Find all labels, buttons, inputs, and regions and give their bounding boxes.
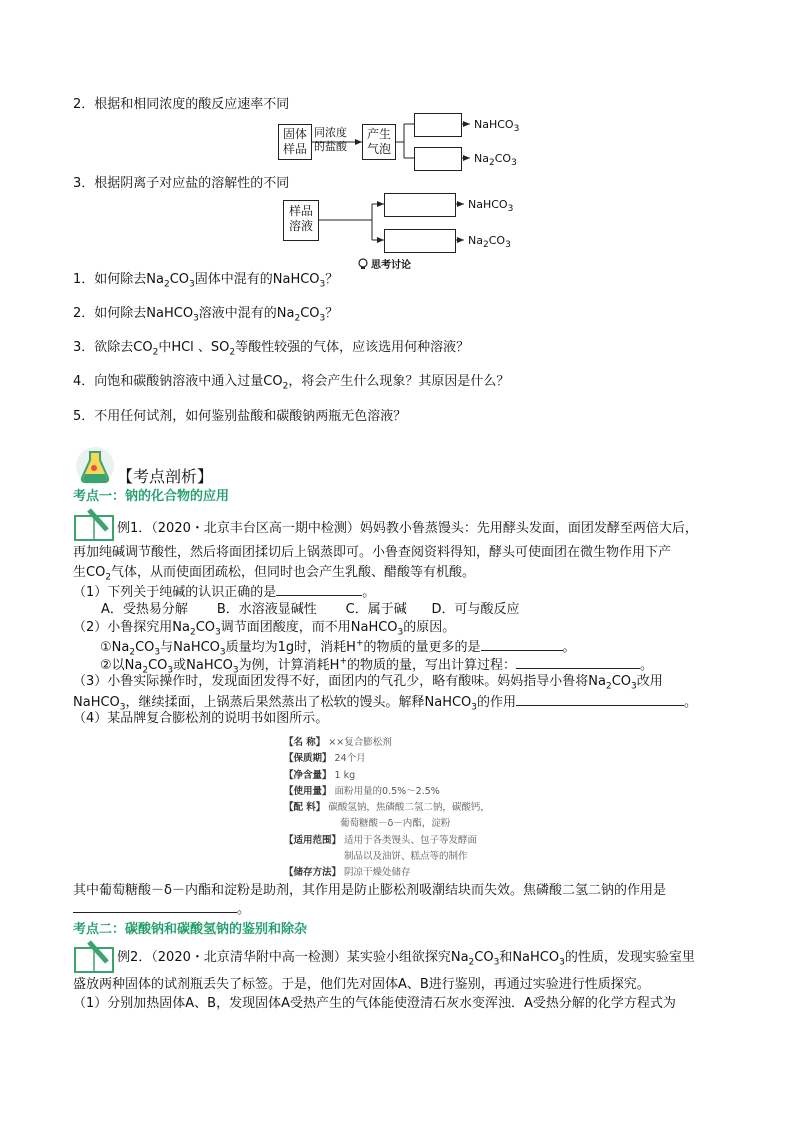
box-text: 溶液	[288, 219, 313, 233]
spec-row	[284, 751, 490, 767]
text: CO	[474, 950, 494, 965]
think-discuss-badge	[357, 256, 411, 271]
text: 为例，计算消耗H	[238, 658, 340, 673]
text: 1．如何除去Na	[73, 272, 164, 287]
text: 3	[167, 665, 174, 676]
text: 的物质的量，写出计算过程：	[346, 658, 516, 673]
text: CO	[169, 272, 190, 287]
spec-row	[284, 833, 490, 849]
text: CO	[135, 640, 155, 655]
spec-row	[284, 800, 490, 816]
text: 。	[684, 695, 698, 710]
question-5: 5．不用任何试剂，如何鉴别盐酸和碳酸钠两瓶无色溶液？	[73, 409, 407, 424]
spec-key: 【储存方法】	[284, 867, 342, 879]
example1-q1	[73, 583, 375, 601]
output-nahco3-2	[468, 198, 514, 215]
result-box-4	[384, 229, 456, 253]
text: 和NaHCO	[499, 950, 560, 965]
example2-line2: 盛放两种固体的试剂瓶丢失了标签。于是，他们先对固体A、B进行鉴别，再通过实验进行性质探究。	[73, 977, 650, 992]
spec-key: 【配 料】	[284, 802, 326, 814]
text: 等酸性较强的气体，应该选用何种溶液？	[235, 340, 470, 355]
text: NaHCO	[468, 198, 508, 211]
diagram2-heading: 3．根据阴离子对应盐的溶解性的不同	[73, 176, 290, 191]
text: 2	[488, 158, 495, 169]
text: 4．向饱和碳酸钠溶液中通入过量CO	[73, 374, 283, 389]
text: 的物质的量更多的是	[363, 640, 481, 655]
answer-blank[interactable]	[481, 638, 563, 651]
spec-value: 适用于各类馒头、包子等发酵面	[344, 834, 478, 846]
text: CO	[494, 152, 512, 165]
spec-value: 阴凉干燥处储存	[344, 867, 411, 879]
question-3	[73, 340, 469, 356]
example1-q3-line2	[73, 693, 697, 711]
spec-value: ××复合膨松剂	[328, 737, 392, 748]
text: 3	[154, 647, 161, 658]
text: （1）下列关于纯碱的认识正确的是	[73, 585, 277, 600]
text: 3	[507, 204, 514, 215]
notebook-pen-icon	[73, 940, 117, 974]
text: ，将会产生什么现象？其原因是什么？	[288, 374, 510, 389]
text: 3	[397, 627, 404, 638]
text: 3	[471, 702, 478, 713]
text: 3	[215, 627, 221, 638]
leavening-agent-label	[284, 735, 490, 882]
spec-value: 制品以及油饼、糕点等的制作	[344, 851, 468, 863]
example1-q4: （4）某品牌复合膨松剂的说明书如图所示。	[73, 711, 329, 726]
text: 。	[562, 640, 576, 655]
text: 3	[119, 702, 126, 713]
text: （3）小鲁实际操作时，发现面团发得不好，面团内的气孔少，略有酸味。妈妈指导小鲁将Na	[73, 674, 606, 689]
text: 。	[237, 902, 251, 917]
text: 3	[511, 158, 517, 169]
example1-q3	[73, 674, 663, 690]
spec-key: 【适用范围】	[284, 834, 342, 846]
text: 3	[189, 279, 195, 290]
text: 2	[163, 279, 170, 290]
box-text: 样品	[288, 204, 313, 218]
text: 溶液中混有的Na	[198, 306, 295, 321]
text: 3	[232, 665, 239, 676]
text: 生CO	[73, 565, 106, 580]
text: ①Na	[100, 640, 130, 655]
text: 与NaHCO	[160, 640, 220, 655]
text: CO	[611, 674, 632, 689]
text: 或NaHCO	[173, 658, 233, 673]
spec-row	[284, 768, 490, 784]
text: 2	[282, 381, 289, 392]
text: Na	[468, 234, 483, 247]
spec-key: 【名 称】	[284, 737, 326, 748]
answer-blank[interactable]	[516, 656, 640, 669]
text: 2	[152, 347, 159, 358]
text: 调节面团酸度，而不用NaHCO	[220, 620, 398, 635]
spec-value: 1 kg	[334, 769, 356, 781]
label-text: 同浓度	[314, 126, 347, 139]
spec-value: 碳酸氢钠，焦磷酸二氢二钠，碳酸钙，	[328, 802, 490, 814]
text: 例2．（2020・北京清华附中高一检测）某实验小组欲探究Na	[117, 950, 469, 965]
spec-row	[284, 735, 490, 751]
box-text: 气泡	[366, 142, 391, 156]
spec-key: 【保质期】	[284, 753, 332, 765]
example1-options: A．受热易分解 B．水溶液显碱性 C．属于碱 D．可与酸反应	[101, 602, 520, 617]
box-text: 产生	[366, 127, 391, 141]
text: 。	[362, 585, 376, 600]
flask-icon	[72, 444, 118, 486]
text: 质量均为1g时，消耗H	[225, 640, 356, 655]
text: 改用	[636, 674, 663, 689]
text: 3	[319, 313, 326, 324]
text: 3	[219, 647, 226, 658]
spec-row	[284, 865, 490, 881]
text: 2	[605, 681, 612, 692]
example1-line2: 再加纯碱调节酸性，然后将面团揉切后上锅蒸即可。小鲁查阅资料得知，酵头可使面团在微生物作用下产	[73, 545, 672, 560]
text: 2	[189, 627, 196, 638]
text: 中HCl 、SO	[158, 340, 230, 355]
text: 2	[468, 957, 475, 968]
example2-line3: （1）分别加热固体A、B，发现固体A受热产生的气体能使澄清石灰水变浑浊．A受热分解的化学方程式为	[73, 996, 676, 1011]
example1-q2-i	[100, 638, 576, 656]
solution-sample-box	[283, 200, 319, 241]
text: 3	[559, 957, 565, 968]
example1-line3	[73, 565, 475, 581]
notebook-pen-icon	[73, 508, 117, 542]
analysis-title: 【考点剖析】	[117, 467, 214, 486]
output-na2co3-2	[468, 234, 511, 251]
lightbulb-icon	[357, 258, 369, 270]
example2-line1	[117, 950, 695, 966]
text: +	[355, 638, 364, 649]
text: 3	[631, 681, 637, 692]
spec-value: 面粉用量的0.5%～2.5%	[334, 785, 440, 797]
label-text: 的盐酸	[314, 140, 347, 153]
box-text: 固体	[282, 127, 307, 141]
answer-blank[interactable]	[276, 583, 362, 596]
spec-row	[284, 784, 490, 800]
spec-key: 【使用量】	[284, 785, 332, 797]
example1-after-label: 其中葡萄糖酸－δ－内酯和淀粉是助剂，其作用是防止膨松剂吸潮结块而失效。焦磷酸二氢二钠的作用是	[73, 883, 666, 898]
text: 2．如何除去NaHCO	[73, 306, 194, 321]
text: CO	[488, 234, 506, 247]
text: 2	[229, 347, 236, 358]
text: ，继续揉面，上锅蒸后果然蒸出了松软的馒头。解释NaHCO	[125, 695, 472, 710]
text: 固体中混有的NaHCO	[194, 272, 320, 287]
text: ？	[325, 272, 339, 287]
text: CO	[300, 306, 320, 321]
text: 3	[493, 957, 500, 968]
text: Na	[474, 152, 489, 165]
point-1-heading: 考点一：钠的化合物的应用	[73, 489, 230, 504]
text: 3	[505, 240, 511, 251]
text: 2	[294, 313, 301, 324]
answer-blank[interactable]	[516, 693, 684, 706]
spec-key: 【净含量】	[284, 769, 332, 781]
answer-blank[interactable]	[73, 900, 237, 913]
text: 3	[513, 124, 520, 135]
spec-value: 葡萄糖酸－δ－内酯，淀粉	[340, 818, 451, 830]
point-2-heading: 考点二：碳酸钠和碳酸氢钠的鉴别和除杂	[73, 922, 308, 937]
text: NaHCO	[474, 118, 514, 131]
text: CO	[195, 620, 216, 635]
text: ②以Na	[100, 658, 143, 673]
text: 2	[105, 572, 112, 583]
text: 2	[142, 665, 149, 676]
output-na2co3-1	[474, 152, 517, 169]
text: +	[339, 656, 347, 667]
text: ？	[325, 306, 339, 321]
box-text: 样品	[282, 142, 307, 156]
text: 2	[129, 647, 136, 658]
text: 。	[640, 658, 654, 673]
output-nahco3-1	[474, 118, 520, 135]
question-2	[73, 306, 338, 322]
example1-q2-ii	[100, 656, 653, 674]
text: 的性质，发现实验室里	[564, 950, 695, 965]
example1-q2	[73, 620, 455, 636]
example1-line1: 例1．（2020・北京丰台区高一期中检测）妈妈教小鲁蒸馒头：先用酵头发面，面团发酵至两倍大后，	[117, 521, 698, 536]
text: 气体，从而使面团疏松，但同时也会产生乳酸、醋酸等有机酸。	[111, 565, 476, 580]
text: 3	[319, 279, 326, 290]
diagram1-heading: 2．根据和相同浓度的酸反应速率不同	[73, 97, 290, 112]
text: 2	[482, 240, 489, 251]
result-box-3	[384, 193, 456, 217]
text: 3．欲除去CO	[73, 340, 153, 355]
spec-value: 24个月	[334, 753, 366, 765]
diagram1-arrows	[0, 0, 794, 300]
think-label: 思考讨论	[371, 260, 411, 271]
text: （2）小鲁探究用Na	[73, 620, 190, 635]
spec-row	[284, 816, 490, 832]
text: 3	[193, 313, 199, 324]
example1-after-blank	[73, 900, 250, 918]
question-4	[73, 374, 509, 390]
text: 的原因。	[403, 620, 456, 635]
text: 的作用	[477, 695, 517, 710]
text: NaHCO	[73, 695, 120, 710]
question-1	[73, 272, 338, 288]
text: CO	[148, 658, 168, 673]
spec-row	[284, 849, 490, 865]
